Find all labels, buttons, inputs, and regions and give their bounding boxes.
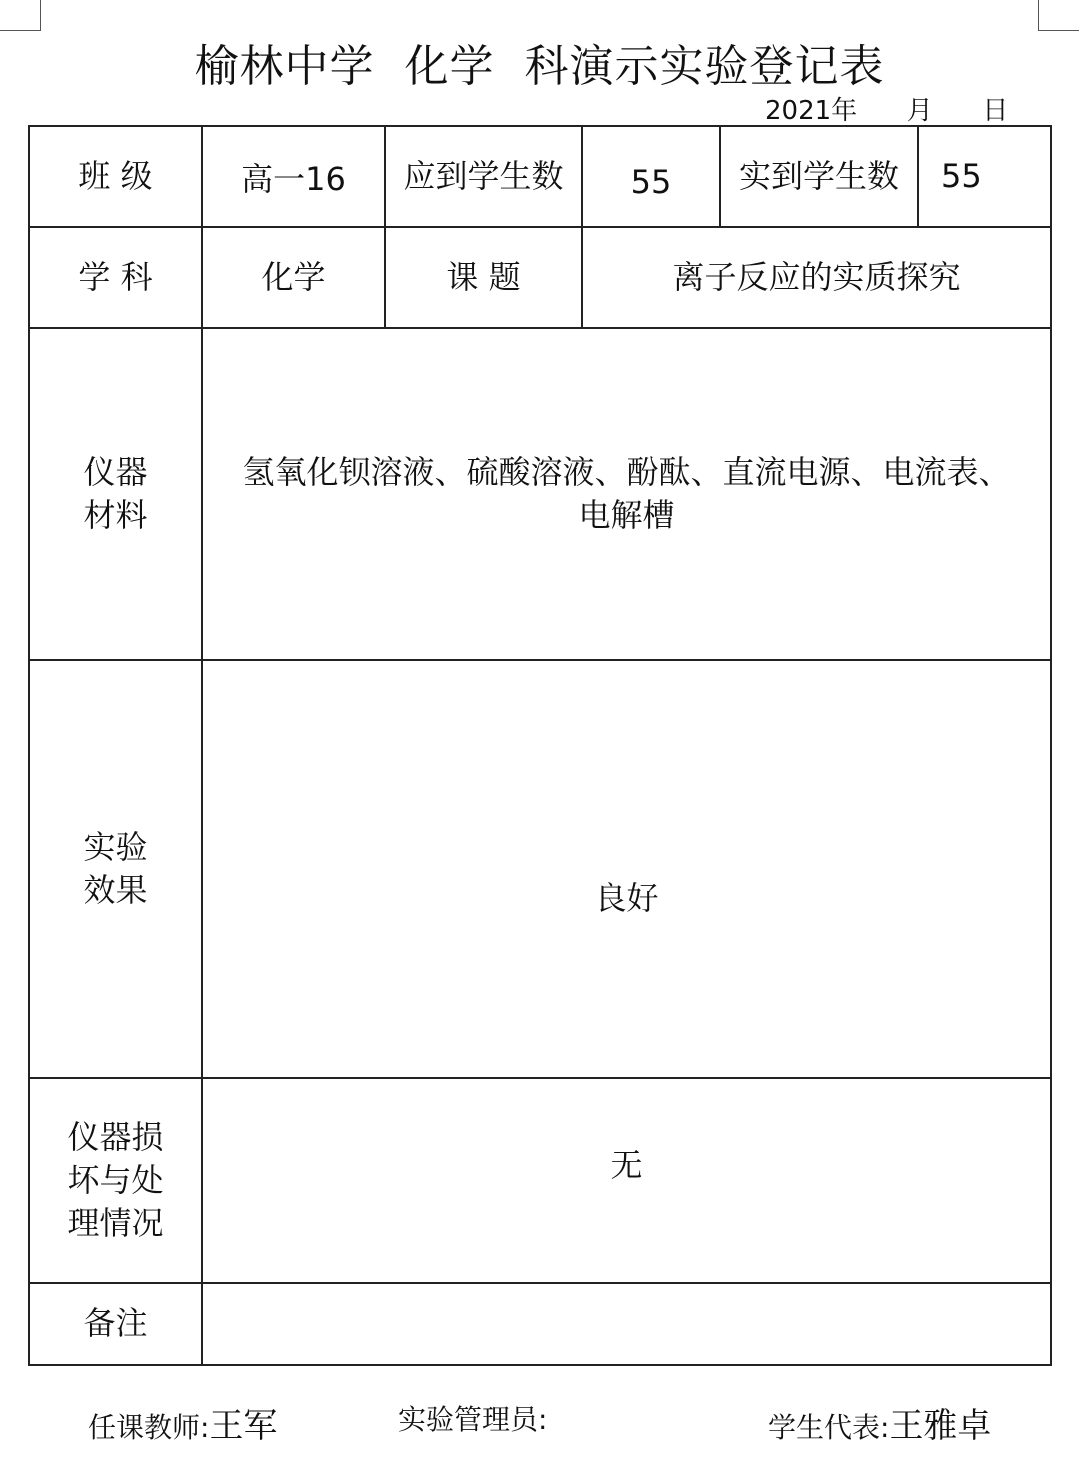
table-row-effect: [29, 660, 1051, 1078]
subject-label: 学 科: [29, 227, 202, 328]
materials-label: [29, 328, 202, 660]
damage-label-line2: 坏与处: [67, 1160, 164, 1199]
teacher-name: 王军: [209, 1406, 278, 1446]
effect-label-line1: 实验: [83, 827, 148, 866]
effect-label-line2: 效果: [83, 871, 148, 909]
materials-label-line2: 材料: [83, 496, 148, 534]
student-signature: [768, 1398, 991, 1447]
registration-table: [28, 125, 1052, 1366]
teacher-signature: [88, 1398, 277, 1447]
actual-students-value: 55: [918, 126, 1051, 227]
crop-mark-top-left: [0, 0, 41, 31]
class-value: 高一16: [202, 126, 385, 227]
materials-label-line1: 仪器: [83, 452, 148, 491]
actual-students-label: 实到学生数: [720, 126, 918, 227]
materials-value: 氢氧化钡溶液、硫酸溶液、酚酞、直流电源、电流表、电解槽: [202, 328, 1051, 660]
expected-students-label: 应到学生数: [385, 126, 582, 227]
damage-label-line3: 理情况: [67, 1204, 164, 1243]
student-name: 王雅卓: [889, 1406, 992, 1446]
effect-label: [29, 660, 202, 1078]
table-row-materials: [29, 328, 1051, 660]
teacher-label: 任课教师:: [88, 1411, 210, 1444]
class-label: 班 级: [29, 126, 202, 227]
table-row-damage: [29, 1078, 1051, 1283]
admin-signature: [398, 1398, 547, 1438]
crop-mark-top-right: [1038, 0, 1079, 31]
topic-label: 课 题: [385, 227, 582, 328]
table-row-remarks: [29, 1283, 1051, 1365]
student-label: 学生代表:: [768, 1411, 890, 1444]
remarks-value: [202, 1283, 1051, 1365]
effect-value: 良好: [202, 660, 1051, 1078]
admin-label: 实验管理员:: [398, 1403, 548, 1436]
date-line: 2021年 月 日: [765, 96, 1009, 126]
topic-value: 离子反应的实质探究: [582, 227, 1051, 328]
subject-value: 化学: [202, 227, 385, 328]
damage-value: 无: [202, 1078, 1051, 1283]
remarks-label: 备注: [29, 1283, 202, 1365]
table-row-class: [29, 126, 1051, 227]
form-title: 榆林中学 化学 科演示实验登记表: [194, 41, 885, 92]
table-row-subject: [29, 227, 1051, 328]
expected-students-value: 55: [582, 126, 720, 227]
damage-label: [29, 1078, 202, 1283]
damage-label-line1: 仪器损: [67, 1117, 164, 1156]
